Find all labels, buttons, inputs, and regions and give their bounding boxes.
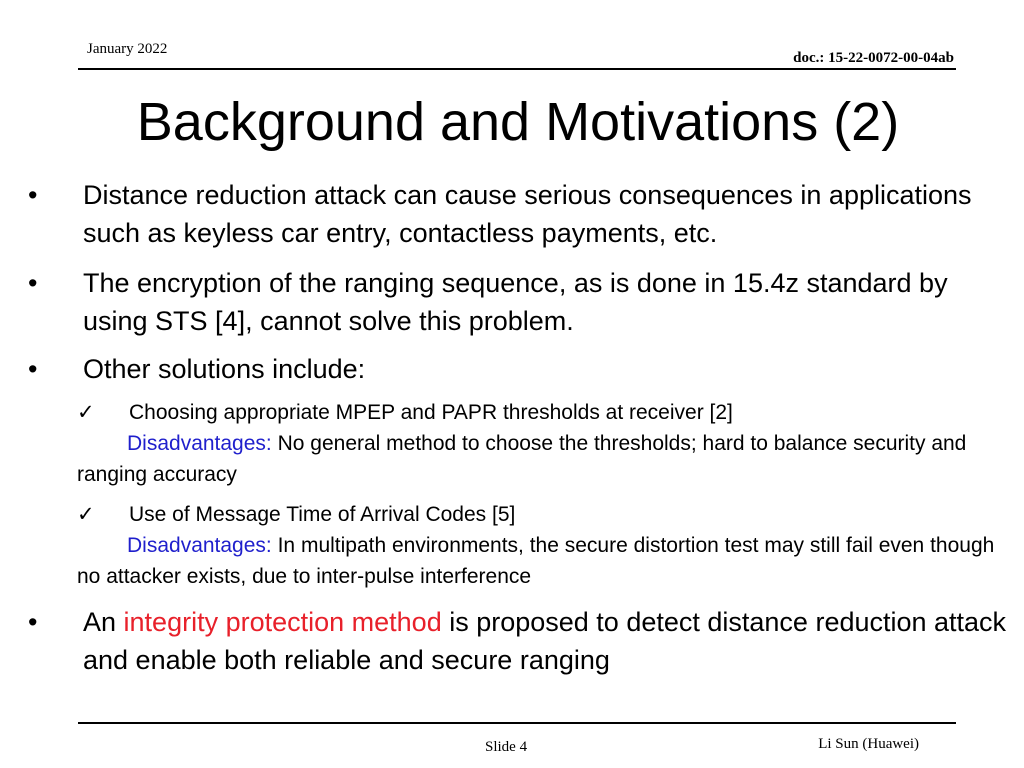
sub-item-body [77,428,1012,490]
bullet-dot-icon: • [28,354,38,384]
checkmark-icon: ✓ [77,401,95,424]
sub-item [77,499,1012,592]
sub-item-title: Use of Message Time of Arrival Codes [5] [129,503,516,526]
bullet-text-prefix: An [83,607,124,637]
disadvantages-detail: In multipath environments, the secure distortion test may still fail even though no attacker exists, due to inter-pulse interference [77,534,995,588]
bullet-item [28,176,1008,252]
bullet-text: Distance reduction attack can cause serious consequences in applications such as keyless car entry, contactless payments, etc. [83,180,972,248]
header-doc-id: doc.: 15-22-0072-00-04ab [793,50,954,66]
slide-title: Background and Motivations (2) [136,92,900,152]
header-date: January 2022 [87,41,168,57]
bullet-text-suffix: is proposed to detect distance reduction attack and enable both reliable and secure ranging [83,607,1007,675]
bullet-dot-icon: • [28,180,38,210]
sub-item-title: Choosing appropriate MPEP and PAPR thresholds at receiver [2] [129,401,733,424]
sub-item-body [77,530,1012,592]
header-divider [78,68,956,70]
bullet-item [28,603,1008,679]
slide-number: Slide 4 [485,739,528,755]
bullet-item [28,264,1008,340]
disadvantages-label: Disadvantages: [127,432,272,455]
bullet-dot-icon: • [28,268,38,298]
bullet-text: The encryption of the ranging sequence, as is done in 15.4z standard by using STS [4], cannot solve this problem. [83,268,948,336]
disadvantages-detail: No general method to choose the thresholds; hard to balance security and ranging accuracy [77,432,967,486]
disadvantages-label: Disadvantages: [127,534,272,557]
highlight-text: integrity protection method [123,607,442,637]
bullet-item [28,350,1008,388]
sub-item [77,397,1012,490]
footer-divider [78,722,956,724]
bullet-text [83,603,1008,679]
bullet-text: Other solutions include: [83,354,366,384]
bullet-dot-icon: • [28,607,38,637]
footer-author: Li Sun (Huawei) [818,736,919,752]
checkmark-icon: ✓ [77,503,95,526]
